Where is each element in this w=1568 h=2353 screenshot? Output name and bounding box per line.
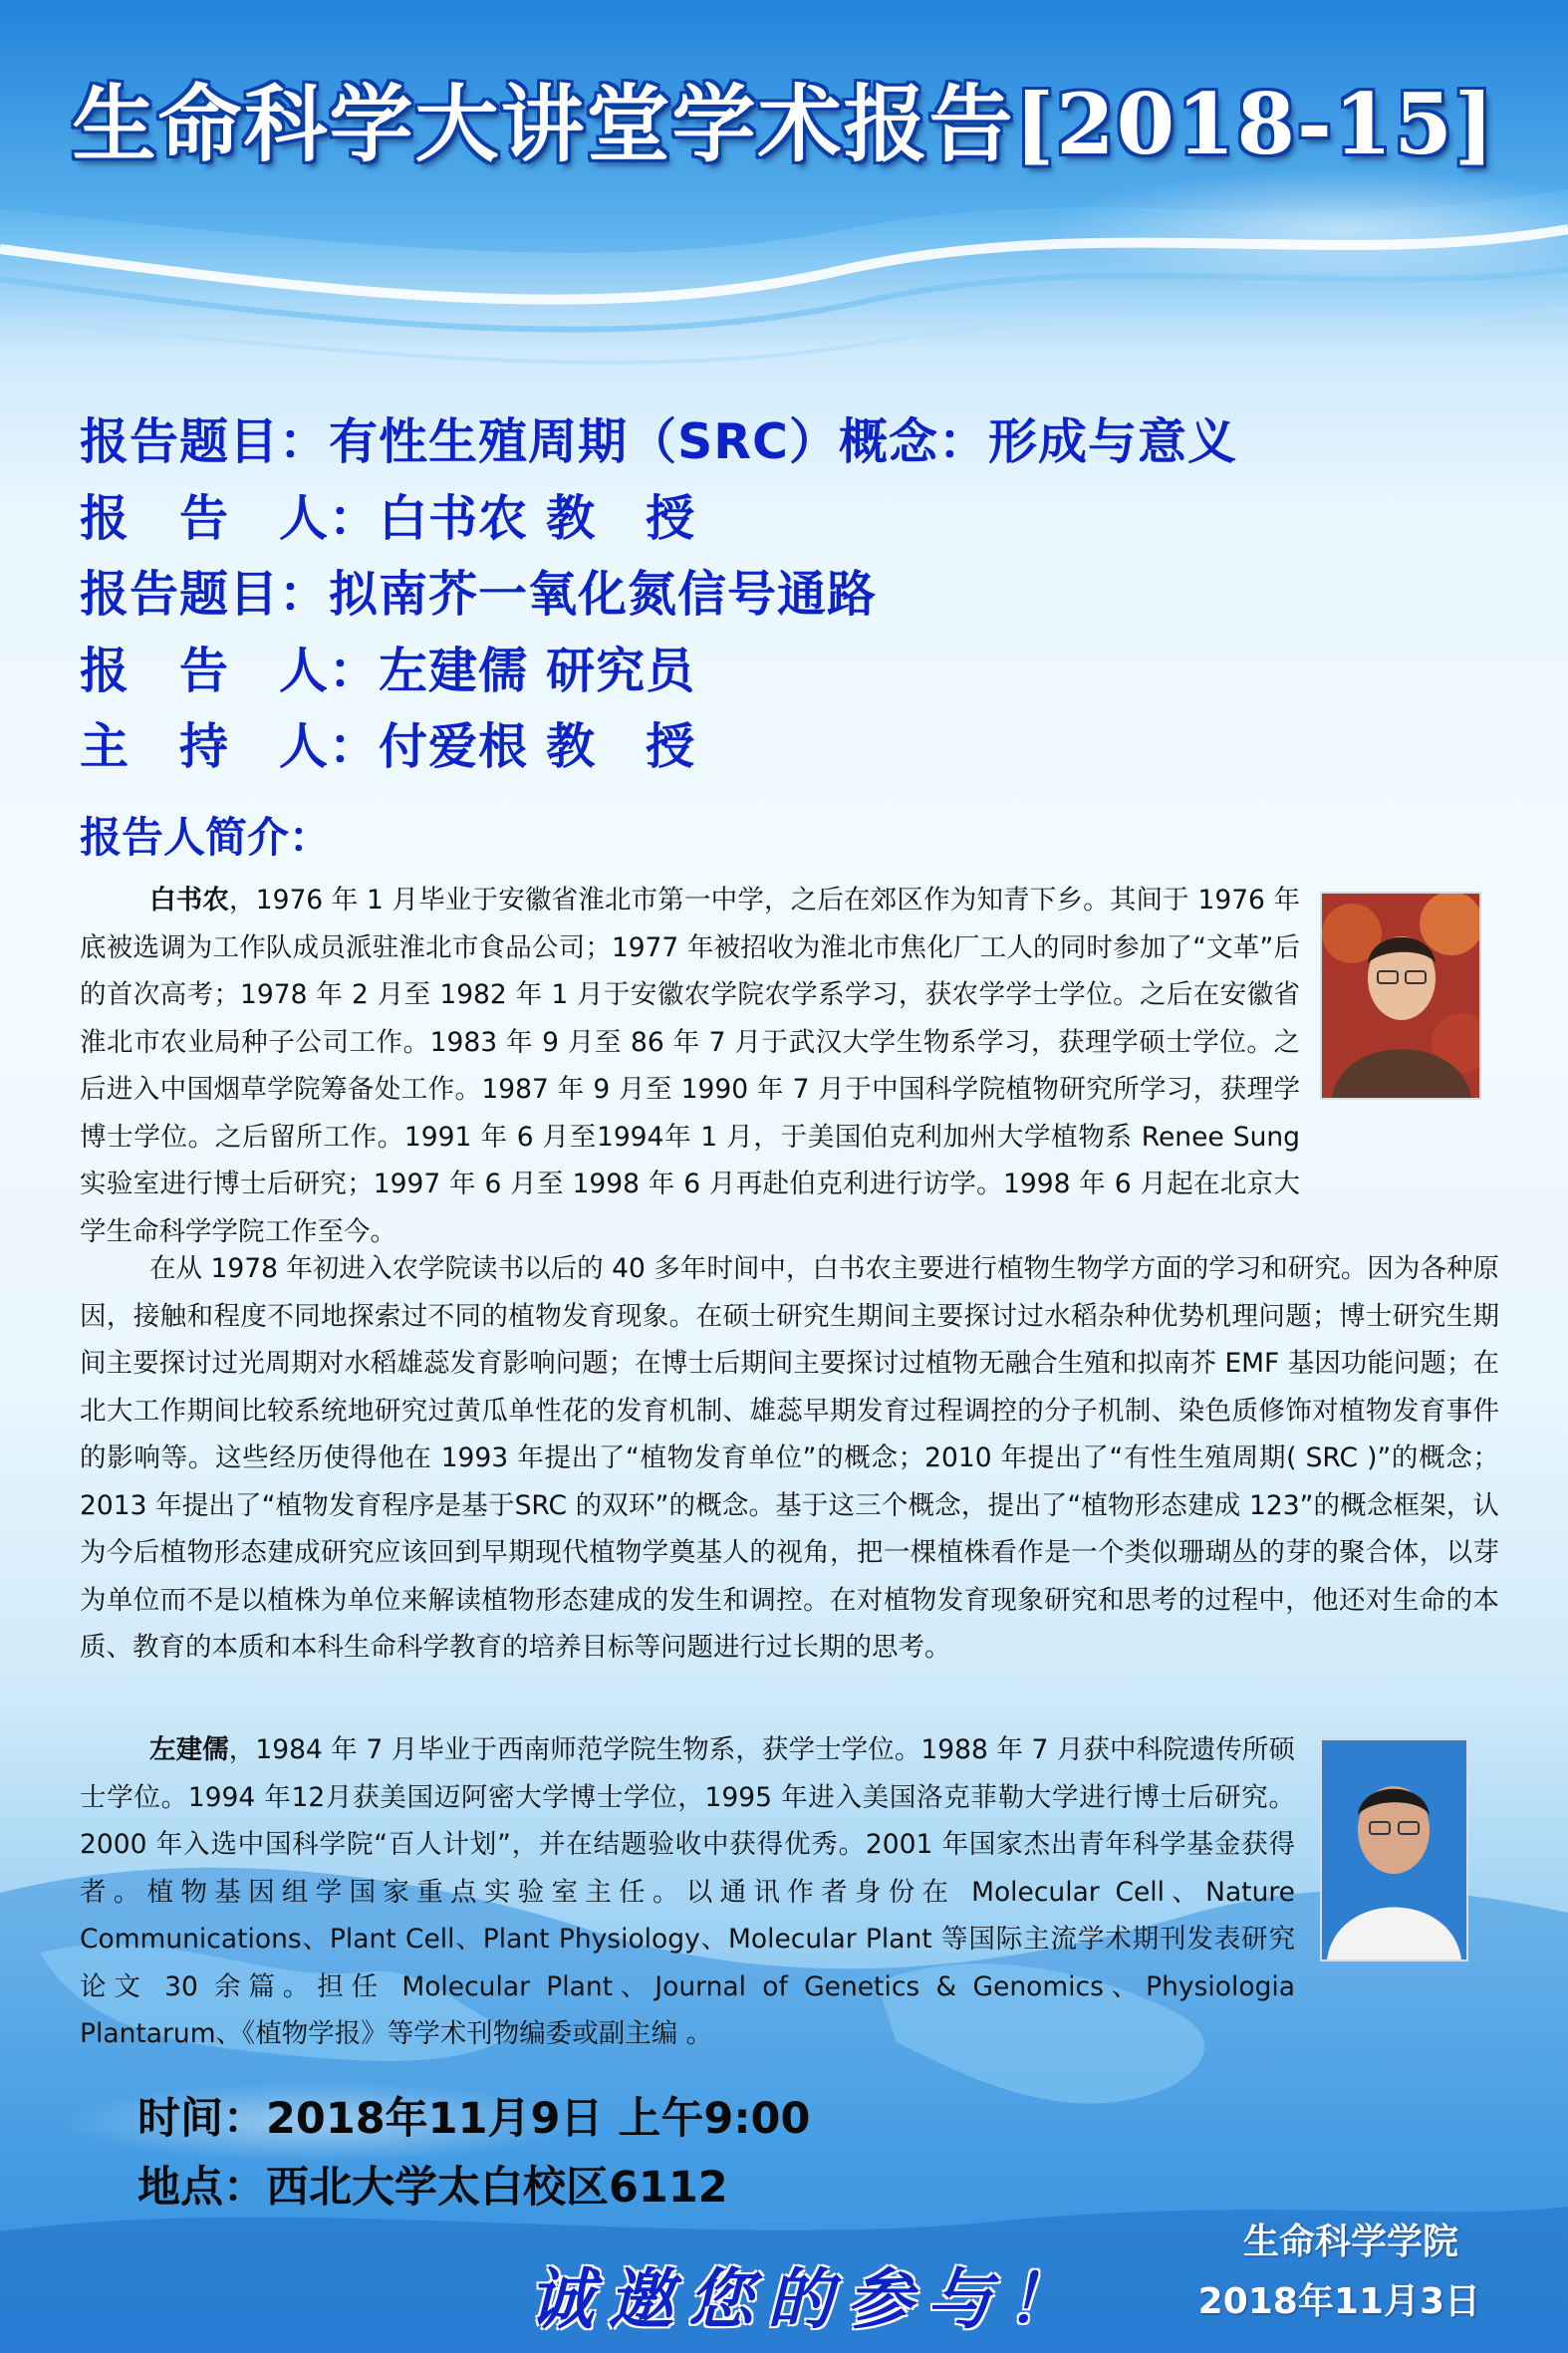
portrait-placeholder-icon bbox=[1322, 894, 1479, 1098]
event-place-value: 西北大学太白校区6112 bbox=[266, 2163, 728, 2213]
invitation-text: 诚邀您的参与！ bbox=[528, 2260, 1086, 2338]
bai-bio-para-1-top bbox=[80, 877, 1300, 1255]
talk-1-speaker-line bbox=[80, 480, 695, 550]
organizer-name: 生命科学学院 bbox=[1242, 2222, 1458, 2262]
talk-1-title-line bbox=[80, 403, 1237, 473]
talk-2-speaker-line bbox=[80, 633, 695, 702]
bai-photo bbox=[1320, 892, 1481, 1100]
talk-1-speaker-value: 白书农 教 授 bbox=[379, 490, 696, 547]
talk-1-title-label: 报告题目： bbox=[80, 413, 330, 470]
talk-2-title-value: 拟南芥一氧化氮信号通路 bbox=[329, 566, 878, 623]
zuo-name: 左建儒 bbox=[149, 1734, 229, 1765]
event-place-label: 地点： bbox=[137, 2163, 266, 2213]
talk-2-speaker-value: 左建儒 研究员 bbox=[379, 643, 696, 699]
host-value: 付爱根 教 授 bbox=[379, 718, 696, 775]
zuo-bio-para: ，1984 年 7 月毕业于西南师范学院生物系，获学士学位。1988 年 7 月获中科院遗传所硕士学位。1994 年12月获美国迈阿密大学博士学位，1995 年进入美国洛克菲勒大学进行博士后研究。2000 年入选中国科学院“百人计划”，并在结题验收中获得优秀。2001 年国家杰出青年科学基金获得者。植物基因组学国家重点实验室主任。以通讯作者身份在 Molecular Cell、Nature Communications、Plant Cell、Plant Physiology、Molecular Plant 等国际主流学术期刊发表研究论文 30 余篇。担任 Molecular Plant、Journal of Genetics & Genomics、Physiologia Plantarum、《植物学报》等学术刊物编委或副主编 。 bbox=[80, 1734, 1296, 2049]
bai-name: 白书农 bbox=[149, 885, 230, 915]
host-label: 主 持 人： bbox=[80, 718, 380, 775]
page-title: 生命科学大讲堂学术报告[2018-15] bbox=[72, 75, 1496, 173]
talk-1-title-value: 有性生殖周期（SRC）概念：形成与意义 bbox=[329, 413, 1237, 470]
bai-bio-para-2-block bbox=[80, 1245, 1499, 1672]
event-time-label: 时间： bbox=[137, 2094, 266, 2144]
bai-bio-para-1: ，1976 年 1 月毕业于安徽省淮北市第一中学，之后在郊区作为知青下乡。其间于 1976 年底被选调为工作队成员派驻淮北市食品公司；1977 年被招收为淮北市焦化厂工人的同时参加了“文革”后的首次高考；1978 年 2 月至 1982 年 1 月于安徽农学院农学系学习，获农学学士学位。之后在安徽省淮北市农业局种子公司工作。1983 年 9 月至 86 年 7 月于武汉大学生物系学习，获理学硕士学位。之后进入中国烟草学院筹备处工作。1987 年 9 月至 1990 年 7 月于中国科学院植物研究所学习，获理学博士学位。之后留所工作。1991 年 6 月至1994年 1 月，于美国伯克利加州大学植物系 Renee Sung 实验室进行博士后研究；1997 年 6 月至 1998 年 6 月再赴伯克利进行访学。1998 年 6 月起在北京大学生命科学学院工作至今。 bbox=[80, 885, 1301, 1247]
portrait-placeholder-icon bbox=[1322, 1740, 1466, 1960]
talk-2-title-label: 报告题目： bbox=[80, 566, 330, 623]
issue-date: 2018年11月3日 bbox=[1197, 2281, 1480, 2322]
talk-2-title-line bbox=[80, 556, 877, 626]
zuo-bio-block bbox=[80, 1726, 1295, 2058]
event-place-line bbox=[137, 2154, 728, 2215]
zuo-photo bbox=[1320, 1738, 1468, 1961]
event-time-line bbox=[137, 2085, 810, 2146]
event-time-value: 2018年11月9日 上午9:00 bbox=[266, 2094, 811, 2144]
talk-1-speaker-label: 报 告 人： bbox=[80, 490, 380, 547]
speaker-intro-heading: 报告人简介： bbox=[80, 813, 332, 862]
host-line bbox=[80, 708, 695, 778]
bai-bio-para-2: 在从 1978 年初进入农学院读书以后的 40 多年时间中，白书农主要进行植物生物学方面的学习和研究。因为各种原因，接触和程度不同地探索过不同的植物发育现象。在硕士研究生期间主要探讨过水稻杂种优势机理问题；博士研究生期间主要探讨过光周期对水稻雄蕊发育影响问题；在博士后期间主要探讨过植物无融合生殖和拟南芥 EMF 基因功能问题；在北大工作期间比较系统地研究过黄瓜单性花的发育机制、雄蕊早期发育过程调控的分子机制、染色质修饰对植物发育事件的影响等。这些经历使得他在 1993 年提出了“植物发育单位”的概念；2010 年提出了“有性生殖周期( SRC )”的概念；2013 年提出了“植物发育程序是基于SRC 的双环”的概念。基于这三个概念，提出了“植物形态建成 123”的概念框架，认为今后植物形态建成研究应该回到早期现代植物学奠基人的视角，把一棵植株看作是一个类似珊瑚丛的芽的聚合体，以芽为单位而不是以植株为单位来解读植物形态建成的发生和调控。在对植物发育现象研究和思考的过程中，他还对生命的本质、教育的本质和本科生命科学教育的培养目标等问题进行过长期的思考。 bbox=[80, 1253, 1499, 1663]
talk-2-speaker-label: 报 告 人： bbox=[80, 643, 380, 699]
